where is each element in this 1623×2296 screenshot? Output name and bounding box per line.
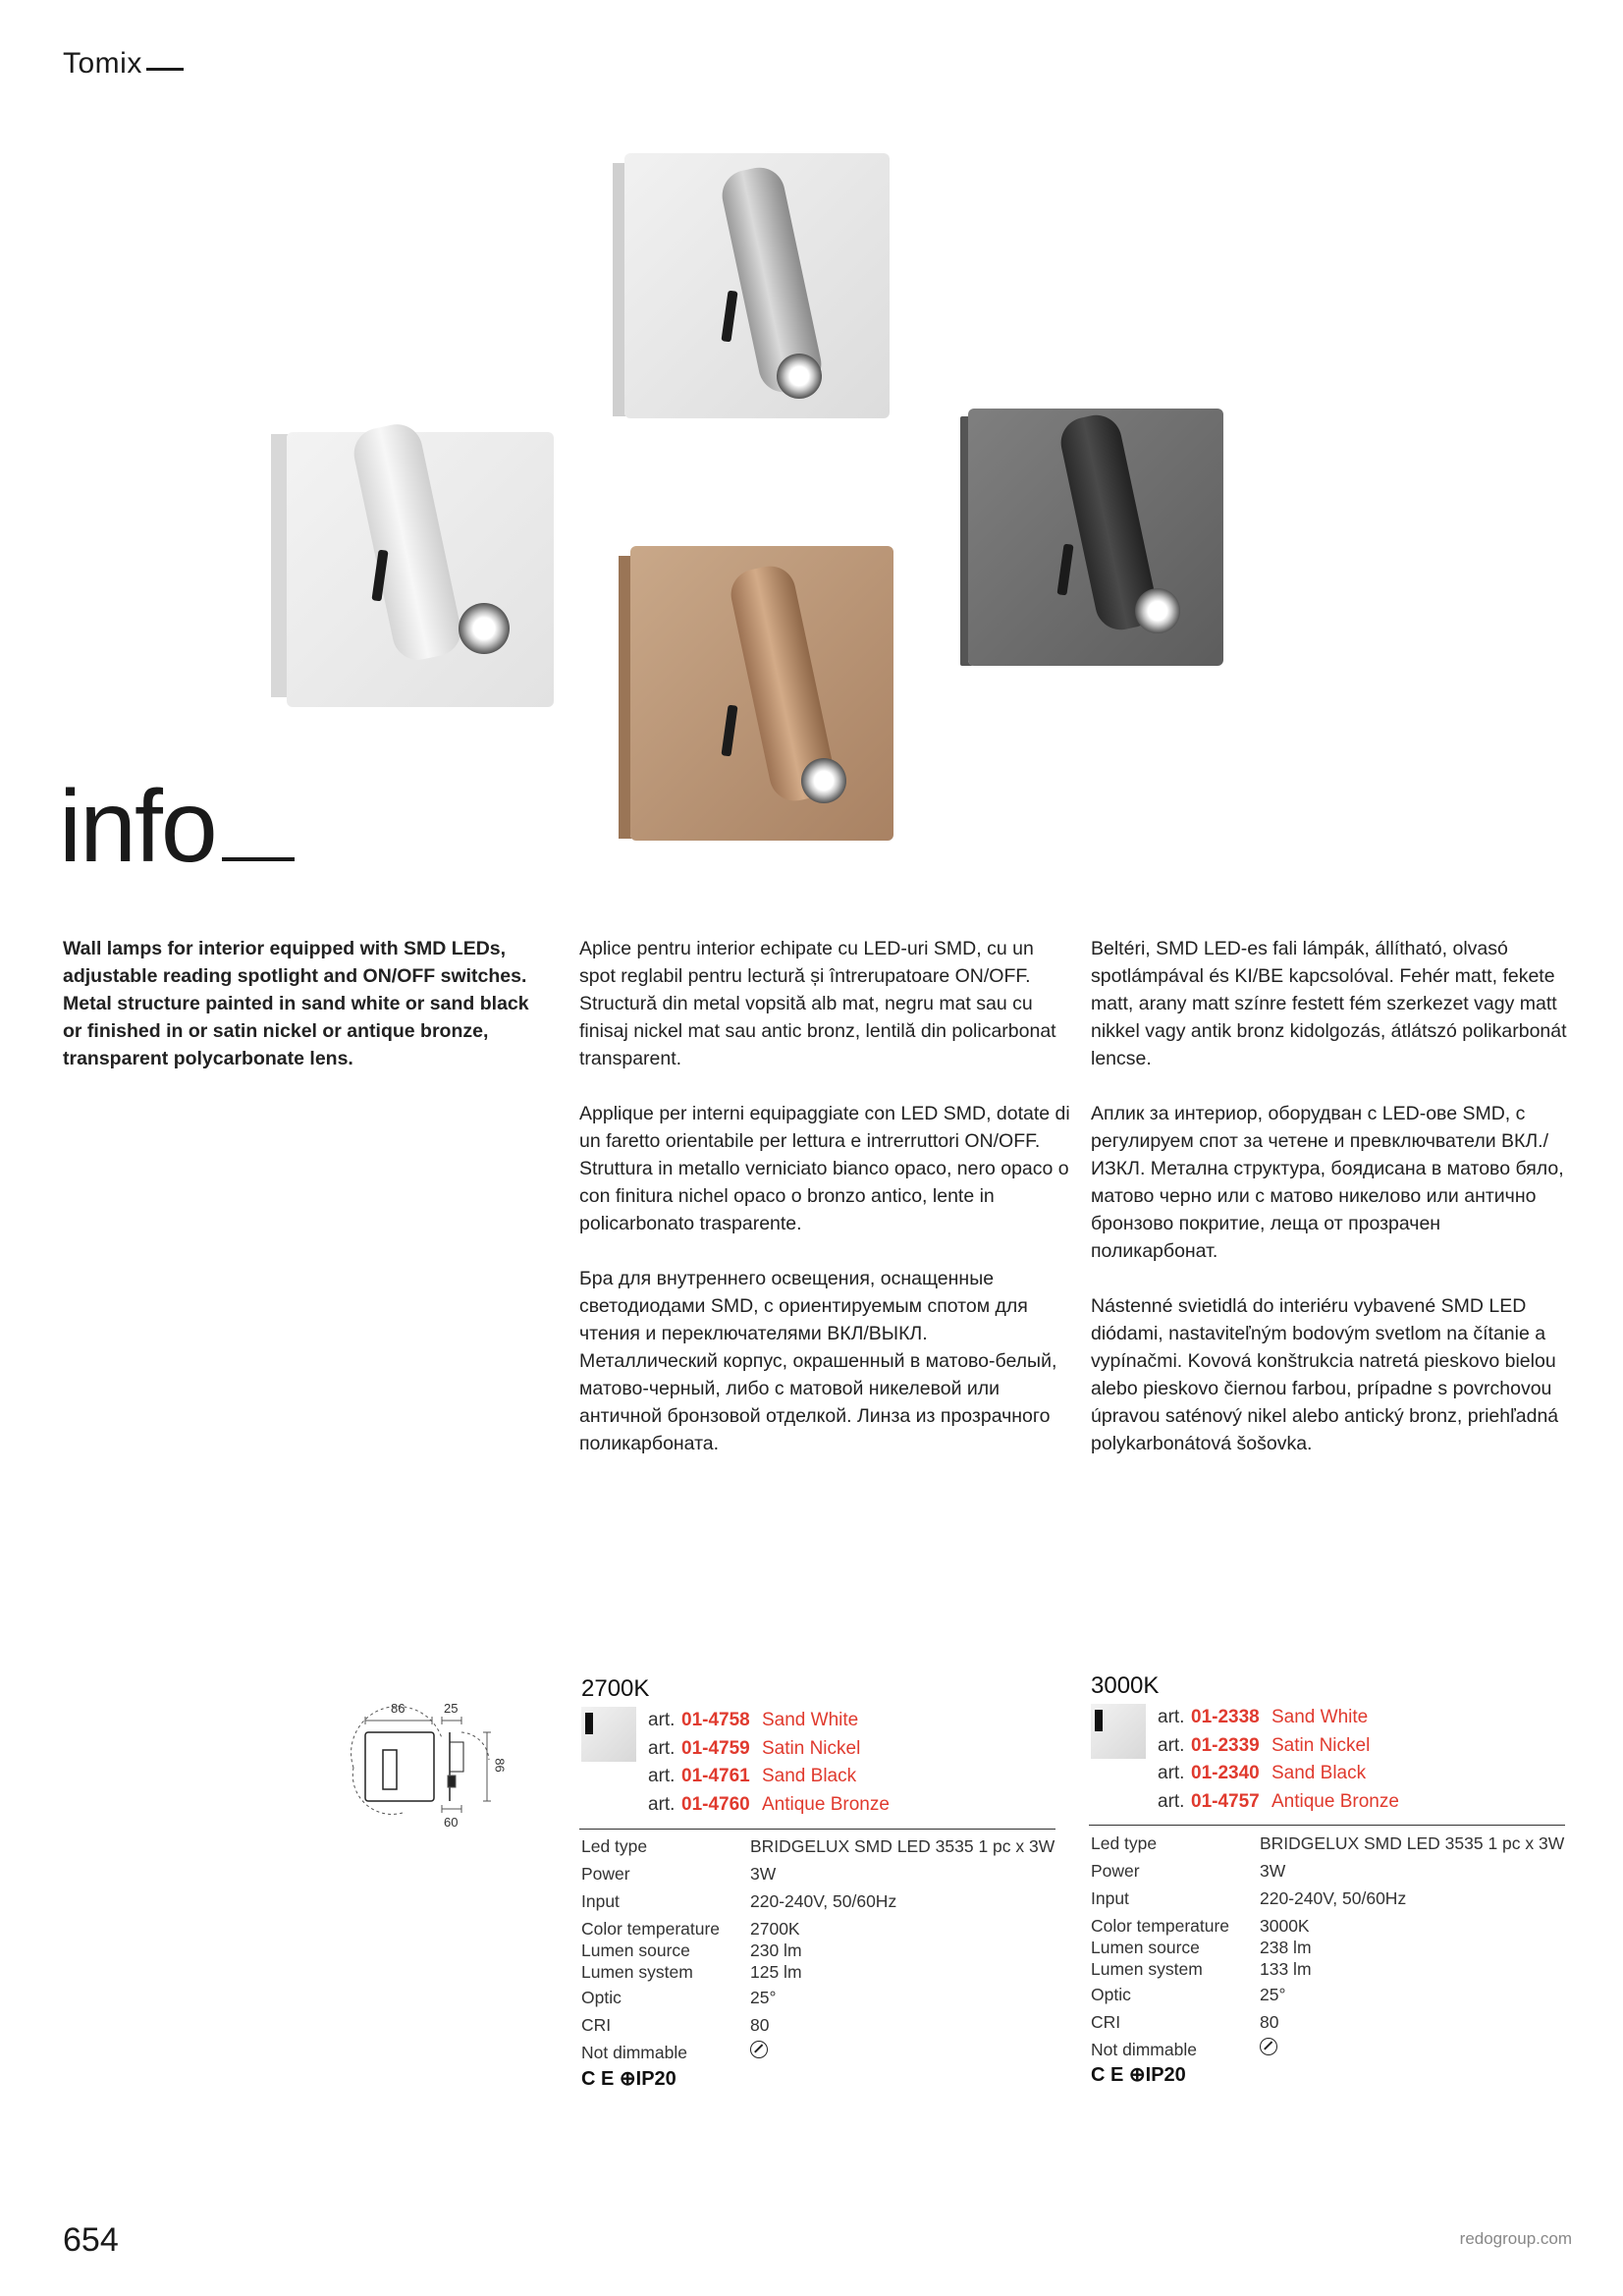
description-col3 xyxy=(1091,935,1572,1485)
certification-marks: C E ⊕IP20 xyxy=(1091,2064,1186,2086)
description-hu: Beltéri, SMD LED-es fali lámpák, állítható, olvasó spotlámpával és KI/BE kapcsolóval. Fehér matt, fekete matt, arany matt színre festett fém szerkezet vagy matt nikkel vagy antik bronz kidolgozás, átlátszó polikarbonát lencse. xyxy=(1091,938,1567,1069)
dim-base-label: 60 xyxy=(444,1815,459,1830)
lamp-sand-white-image xyxy=(257,385,569,719)
description-it: Applique per interni equipaggiate con LED SMD, dotate di un faretto orientabile per lettura e intrerruttori ON/OFF. Struttura in metallo verniciato bianco opaco, nero opaco o con finitura nichel opaco o bronzo antico, lente in policarbonato trasparente. xyxy=(579,1103,1070,1234)
swatch-icon xyxy=(1091,1704,1146,1759)
page-number: 654 xyxy=(63,2221,119,2259)
divider xyxy=(579,1829,1055,1830)
article-row: art. 01-4758 Sand White xyxy=(648,1710,859,1730)
dim-depth-label: 25 xyxy=(444,1701,459,1716)
variant-2700k-cct: 2700K xyxy=(581,1675,650,1702)
description-sk: Nástenné svietidlá do interiéru vybavené SMD LED diódami, nastaviteľným bodovým svetlom na čítanie a vypínačmi. Kovová konštrukcia natretá pieskovo bielou alebo pieskovo čiernou farbou, prípadne s povrchovou úpravou saténový nikel alebo antický bronz, priehľadná polykarbonátová šošovka. xyxy=(1091,1295,1559,1454)
description-bg: Аплик за интериор, оборудван с LED-ове SMD, с регулируем спот за четене и превключватели ВКЛ./ИЗКЛ. Метална структура, боядисана в матово бяло, матово черно или с матово никелово или антично бронзово покритие, леща от прозрачен поликарбонат. xyxy=(1091,1103,1564,1262)
description-col2 xyxy=(579,935,1070,1485)
article-list-2700k xyxy=(648,1707,890,1819)
article-row: art. 01-2339 Satin Nickel xyxy=(1158,1734,1371,1756)
spec-table-2700k: Led type BRIDGELUX SMD LED 3535 1 pc x 3W Power 3W Input 220-240V, 50/60Hz Color temperature 2700K Lumen source 230 lm Lumen system 125 lm Optic 25° CRI 80 Not dimmable xyxy=(581,1836,1055,2062)
lamp-antique-bronze-image xyxy=(595,540,909,854)
brand-title: Tomix xyxy=(63,47,184,81)
certification-marks: C E ⊕IP20 xyxy=(581,2068,676,2090)
section-title: info xyxy=(59,776,295,878)
article-row: art. 01-4757 Antique Bronze xyxy=(1158,1790,1399,1812)
dim-width-label: 86 xyxy=(391,1701,406,1716)
article-row: art. 01-4759 Satin Nickel xyxy=(648,1737,861,1759)
website-link[interactable]: redogroup.com xyxy=(1459,2229,1572,2248)
not-dimmable-icon xyxy=(1260,2038,1277,2055)
divider xyxy=(1089,1825,1565,1826)
article-row: art. 01-4761 Sand Black xyxy=(648,1766,857,1786)
article-row: art. 01-2338 Sand White xyxy=(1158,1707,1369,1727)
lamp-sand-black-image xyxy=(950,387,1235,682)
variant-3000k-cct: 3000K xyxy=(1091,1672,1160,1699)
not-dimmable-icon xyxy=(750,2041,768,2058)
spec-table-3000k: Led type BRIDGELUX SMD LED 3535 1 pc x 3W Power 3W Input 220-240V, 50/60Hz Color temperature 3000K Lumen source 238 lm Lumen system 133 lm Optic 25° CRI 80 Not dimmable xyxy=(1091,1833,1565,2059)
description-ro: Aplice pentru interior echipate cu LED-uri SMD, cu un spot reglabil pentru lectură și întrerupatoare ON/OFF. Structură din metal vopsită alb mat, negru mat sau cu finisaj nickel mat sau antic bronz, lentilă din policarbonat transparent. xyxy=(579,938,1056,1069)
article-list-3000k xyxy=(1158,1704,1399,1816)
technical-drawing xyxy=(344,1699,520,1846)
description-ru: Бра для внутреннего освещения, оснащенные светодиодами SMD, с ориентируемым спотом для чтения и переключателями ВКЛ/ВЫКЛ. Металлический корпус, окрашенный в матово-белый, матово-черный, либо с матовой никелевой или античной бронзовой отделкой. Линза из прозрачного поликарбоната. xyxy=(579,1268,1057,1454)
description-en: Wall lamps for interior equipped with SMD LEDs, adjustable reading spotlight and ON/OFF switches. Metal structure painted in sand white or sand black or finished in or satin nickel or antique bronze, transparent polycarbonate lens. xyxy=(63,938,529,1069)
article-row: art. 01-4760 Antique Bronze xyxy=(648,1793,890,1815)
lamp-satin-nickel-image xyxy=(595,147,901,422)
article-row: art. 01-2340 Sand Black xyxy=(1158,1763,1367,1783)
dimension-drawing xyxy=(344,1699,520,1846)
swatch-icon xyxy=(581,1707,636,1762)
dim-height-label: 86 xyxy=(492,1758,508,1773)
